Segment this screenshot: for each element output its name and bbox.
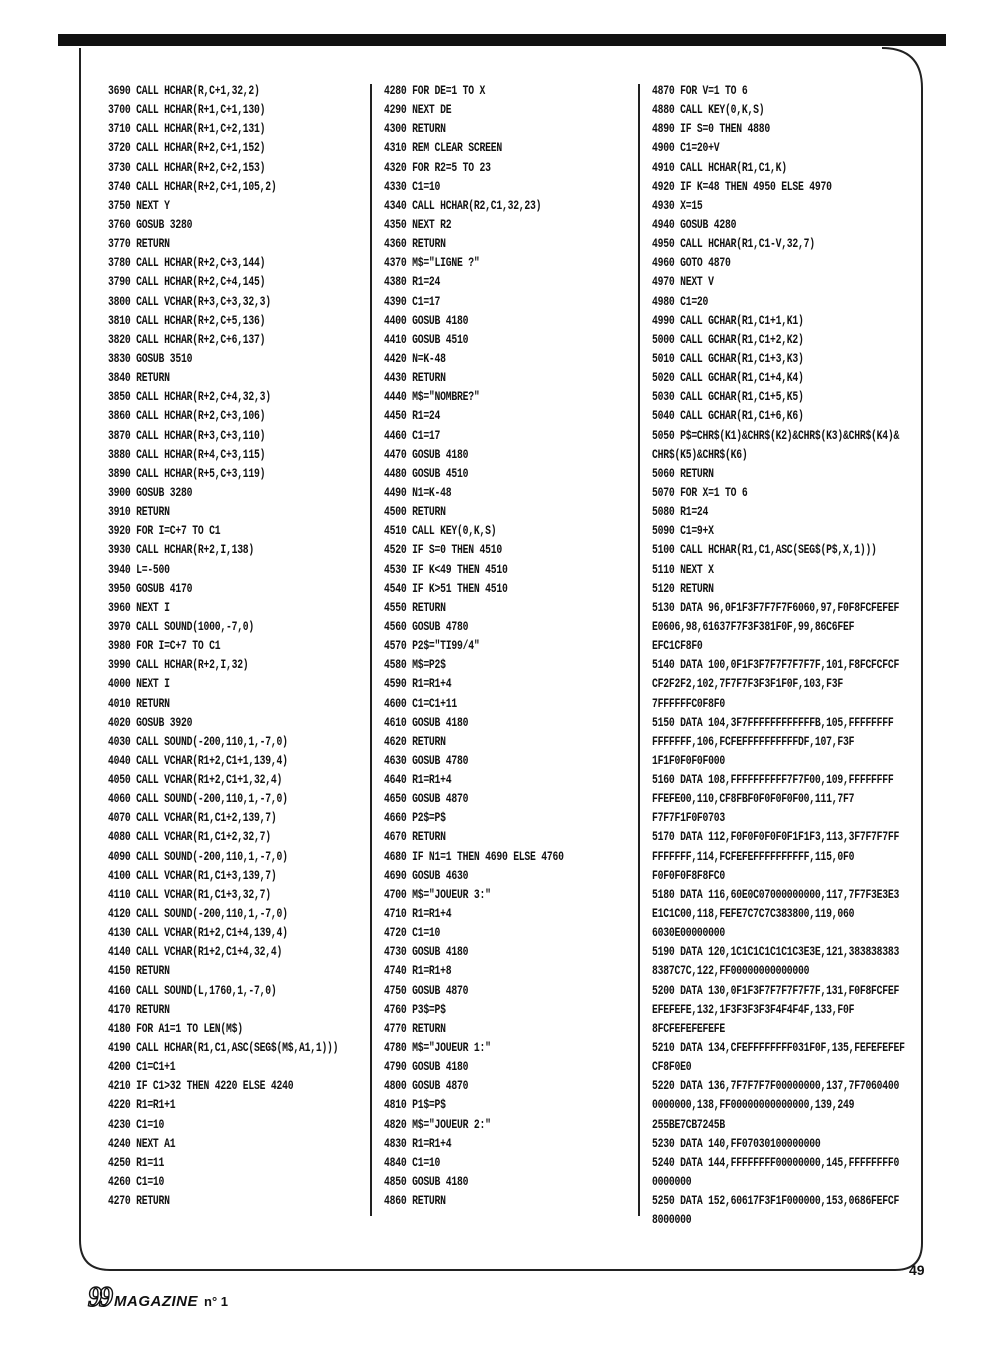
code-line: 4510 CALL KEY(0,K,S): [384, 524, 497, 539]
code-line: 4450 R1=24: [384, 409, 441, 424]
code-line: 3700 CALL HCHAR(R+1,C+1,130): [108, 103, 266, 118]
code-line: 4090 CALL SOUND(-200,110,1,-7,0): [108, 849, 288, 864]
code-line: 4580 M$=P2$: [384, 658, 446, 673]
code-line: EFC1CF8F0: [652, 639, 703, 654]
code-line: 4680 IF N1=1 THEN 4690 ELSE 4760: [384, 849, 564, 864]
code-line: 3890 CALL HCHAR(R+5,C+3,119): [108, 466, 266, 481]
code-line: 4940 GOSUB 4280: [652, 217, 737, 232]
code-line: 5080 R1=24: [652, 505, 709, 520]
code-line: CF8F0E0: [652, 1060, 692, 1075]
code-line: 4070 CALL VCHAR(R1,C1+2,139,7): [108, 811, 277, 826]
code-line: 4330 C1=10: [384, 179, 441, 194]
code-line: 4700 M$="JOUEUR 3:": [384, 887, 491, 902]
code-line: 5060 RETURN: [652, 466, 714, 481]
code-line: 3820 CALL HCHAR(R+2,C+6,137): [108, 332, 266, 347]
code-line: 4990 CALL GCHAR(R1,C1+1,K1): [652, 313, 804, 328]
code-line: 3910 RETURN: [108, 505, 170, 520]
code-line: 5030 CALL GCHAR(R1,C1+5,K5): [652, 390, 804, 405]
code-line: 5150 DATA 104,3F7FFFFFFFFFFFFB,105,FFFFFFFF: [652, 715, 894, 730]
code-line: 4040 CALL VCHAR(R1+2,C1+1,139,4): [108, 753, 288, 768]
code-line: 1F1F0F0F0F000: [652, 753, 726, 768]
code-line: 5100 CALL HCHAR(R1,C1,ASC(SEG$(P$,X,1))): [652, 543, 877, 558]
code-line: CHR$(K5)&CHR$(K6): [652, 447, 748, 462]
code-line: 4900 C1=20+V: [652, 141, 720, 156]
code-line: 4110 CALL VCHAR(R1,C1+3,32,7): [108, 887, 271, 902]
code-line: 3920 FOR I=C+7 TO C1: [108, 524, 221, 539]
code-line: 3710 CALL HCHAR(R+1,C+2,131): [108, 122, 266, 137]
code-line: 4540 IF K>51 THEN 4510: [384, 581, 508, 596]
code-line: 4440 M$="NOMBRE?": [384, 390, 480, 405]
code-line: 4950 CALL HCHAR(R1,C1-V,32,7): [652, 237, 815, 252]
code-line: 3740 CALL HCHAR(R+2,C+1,105,2): [108, 179, 277, 194]
code-line: 3850 CALL HCHAR(R+2,C+4,32,3): [108, 390, 271, 405]
code-line: 7FFFFFFC0F8F0: [652, 696, 726, 711]
code-line: 4220 R1=R1+1: [108, 1098, 176, 1113]
code-line: 4130 CALL VCHAR(R1+2,C1+4,139,4): [108, 926, 288, 941]
code-line: 4210 IF C1>32 THEN 4220 ELSE 4240: [108, 1079, 294, 1094]
code-line: 4310 REM CLEAR SCREEN: [384, 141, 502, 156]
code-line: 3780 CALL HCHAR(R+2,C+3,144): [108, 256, 266, 271]
code-line: 4630 GOSUB 4780: [384, 753, 469, 768]
code-line: 3960 NEXT I: [108, 600, 170, 615]
code-line: 5140 DATA 100,0F1F3F7F7F7F7F7F,101,F8FCFCFCF: [652, 658, 900, 673]
code-line: 4980 C1=20: [652, 294, 709, 309]
code-line: 4050 CALL VCHAR(R1+2,C1+1,32,4): [108, 773, 283, 788]
code-line: 4360 RETURN: [384, 237, 446, 252]
code-line: 5090 C1=9+X: [652, 524, 714, 539]
code-line: 0000000: [652, 1175, 692, 1190]
code-line: 4030 CALL SOUND(-200,110,1,-7,0): [108, 734, 288, 749]
code-line: 4500 RETURN: [384, 505, 446, 520]
code-line: 5160 DATA 108,FFFFFFFFFF7F7F00,109,FFFFFFFF: [652, 773, 894, 788]
top-rule: [58, 34, 946, 46]
code-line: 4610 GOSUB 4180: [384, 715, 469, 730]
code-line: 3770 RETURN: [108, 237, 170, 252]
code-line: 4590 R1=R1+4: [384, 677, 452, 692]
code-line: 4690 GOSUB 4630: [384, 868, 469, 883]
code-line: 5020 CALL GCHAR(R1,C1+4,K4): [652, 371, 804, 386]
code-line: 3720 CALL HCHAR(R+2,C+1,152): [108, 141, 266, 156]
code-line: 4100 CALL VCHAR(R1,C1+3,139,7): [108, 868, 277, 883]
code-line: 4550 RETURN: [384, 600, 446, 615]
code-line: 4600 C1=C1+11: [384, 696, 458, 711]
code-line: 4620 RETURN: [384, 734, 446, 749]
code-line: FFFFFFF,114,FCFEFEFFFFFFFFFF,115,0F0: [652, 849, 855, 864]
code-line: 4810 P1$=P$: [384, 1098, 446, 1113]
code-line: 4280 FOR DE=1 TO X: [384, 84, 486, 98]
code-line: 4920 IF K=48 THEN 4950 ELSE 4970: [652, 179, 832, 194]
code-line: F7F7F1F0F0703: [652, 811, 726, 826]
code-line: 4320 FOR R2=5 TO 23: [384, 160, 491, 175]
code-line: 5070 FOR X=1 TO 6: [652, 485, 748, 500]
code-line: 4520 IF S=0 THEN 4510: [384, 543, 502, 558]
code-line: 3810 CALL HCHAR(R+2,C+5,136): [108, 313, 266, 328]
code-line: 4170 RETURN: [108, 1002, 170, 1017]
code-line: FFEFE00,110,CF8FBF0F0F0F0F00,111,7F7: [652, 792, 855, 807]
code-line: 4870 FOR V=1 TO 6: [652, 84, 748, 98]
code-line: 5040 CALL GCHAR(R1,C1+6,K6): [652, 409, 804, 424]
page-number: 49: [909, 1262, 925, 1278]
code-line: 4370 M$="LIGNE ?": [384, 256, 480, 271]
code-line: 4820 M$="JOUEUR 2:": [384, 1117, 491, 1132]
code-line: 4660 P2$=P$: [384, 811, 446, 826]
code-line: 4730 GOSUB 4180: [384, 945, 469, 960]
code-line: 4150 RETURN: [108, 964, 170, 979]
code-line: CF2F2F2,102,7F7F7F3F3F1F0F,103,F3F: [652, 677, 843, 692]
code-line: 3800 CALL VCHAR(R+3,C+3,32,3): [108, 294, 271, 309]
code-line: 8387C7C,122,FF00000000000000: [652, 964, 810, 979]
logo-text: MAGAZINE: [114, 1293, 198, 1310]
code-column-2: [384, 82, 564, 1211]
code-line: 4760 P3$=P$: [384, 1002, 446, 1017]
code-line: 4830 R1=R1+4: [384, 1136, 452, 1151]
code-line: 3880 CALL HCHAR(R+4,C+3,115): [108, 447, 266, 462]
code-line: 4720 C1=10: [384, 926, 441, 941]
code-line: 4570 P2$="TI99/4": [384, 639, 480, 654]
code-line: 4740 R1=R1+8: [384, 964, 452, 979]
code-line: 4960 GOTO 4870: [652, 256, 731, 271]
code-line: 4120 CALL SOUND(-200,110,1,-7,0): [108, 907, 288, 922]
code-column-1: [108, 82, 338, 1211]
code-line: 4420 N=K-48: [384, 351, 446, 366]
code-line: 4060 CALL SOUND(-200,110,1,-7,0): [108, 792, 288, 807]
code-line: 4470 GOSUB 4180: [384, 447, 469, 462]
code-line: 5250 DATA 152,60617F3F1F000000,153,0686FEFCF: [652, 1194, 900, 1209]
code-line: 4340 CALL HCHAR(R2,C1,32,23): [384, 198, 542, 213]
code-line: 5010 CALL GCHAR(R1,C1+3,K3): [652, 351, 804, 366]
code-line: 4650 GOSUB 4870: [384, 792, 469, 807]
column-divider-2: [638, 84, 640, 1216]
code-line: E0606,98,61637F7F3F381F0F,99,86C6FEF: [652, 619, 855, 634]
code-line: 4790 GOSUB 4180: [384, 1060, 469, 1075]
code-line: 5130 DATA 96,0F1F3F7F7F7F6060,97,F0F8FCFEFEF: [652, 600, 900, 615]
code-line: 3970 CALL SOUND(1000,-7,0): [108, 619, 255, 634]
code-line: 4250 R1=11: [108, 1155, 165, 1170]
code-line: 5240 DATA 144,FFFFFFFF00000000,145,FFFFFFFF0: [652, 1155, 900, 1170]
code-line: 3830 GOSUB 3510: [108, 351, 193, 366]
code-line: 5230 DATA 140,FF07030100000000: [652, 1136, 821, 1151]
code-line: 4180 FOR A1=1 TO LEN(M$): [108, 1021, 243, 1036]
code-line: 5000 CALL GCHAR(R1,C1+2,K2): [652, 332, 804, 347]
code-line: 4190 CALL HCHAR(R1,C1,ASC(SEG$(M$,A1,1))): [108, 1041, 339, 1056]
code-line: 4430 RETURN: [384, 371, 446, 386]
code-line: 4260 C1=10: [108, 1175, 165, 1190]
code-line: 4800 GOSUB 4870: [384, 1079, 469, 1094]
column-divider-1: [370, 84, 372, 1216]
code-line: F0F0F0F8F8FC0: [652, 868, 726, 883]
code-line: 4410 GOSUB 4510: [384, 332, 469, 347]
code-line: 3750 NEXT Y: [108, 198, 170, 213]
code-line: 4490 N1=K-48: [384, 485, 452, 500]
code-line: 3860 CALL HCHAR(R+2,C+3,106): [108, 409, 266, 424]
code-line: 4200 C1=C1+1: [108, 1060, 176, 1075]
code-line: 4560 GOSUB 4780: [384, 619, 469, 634]
code-line: 5210 DATA 134,CFEFFFFFFFF031F0F,135,FEFEFEFEF: [652, 1041, 905, 1056]
code-line: 255BE7CB7245B: [652, 1117, 726, 1132]
code-line: 4460 C1=17: [384, 428, 441, 443]
code-line: 5120 RETURN: [652, 581, 714, 596]
code-line: 3900 GOSUB 3280: [108, 485, 193, 500]
code-line: 3930 CALL HCHAR(R+2,I,138): [108, 543, 255, 558]
code-line: 4890 IF S=0 THEN 4880: [652, 122, 770, 137]
code-line: 4000 NEXT I: [108, 677, 170, 692]
code-line: 8FCFEFEFEFEFE: [652, 1021, 726, 1036]
code-line: 4010 RETURN: [108, 696, 170, 711]
code-line: FFFFFFF,106,FCFEFFFFFFFFFFDF,107,F3F: [652, 734, 855, 749]
code-line: 5200 DATA 130,0F1F3F7F7F7F7F7F,131,F0F8FCFEF: [652, 983, 900, 998]
code-line: 3760 GOSUB 3280: [108, 217, 193, 232]
code-line: 4390 C1=17: [384, 294, 441, 309]
code-line: 4930 X=15: [652, 198, 703, 213]
code-column-3: [652, 82, 905, 1230]
code-line: 3990 CALL HCHAR(R+2,I,32): [108, 658, 249, 673]
code-line: 4770 RETURN: [384, 1021, 446, 1036]
code-line: 4240 NEXT A1: [108, 1136, 176, 1151]
code-line: 5220 DATA 136,7F7F7F7F00000000,137,7F7060400: [652, 1079, 900, 1094]
code-line: 4840 C1=10: [384, 1155, 441, 1170]
code-line: 4020 GOSUB 3920: [108, 715, 193, 730]
code-line: 4270 RETURN: [108, 1194, 170, 1209]
code-line: 4670 RETURN: [384, 830, 446, 845]
code-line: 4480 GOSUB 4510: [384, 466, 469, 481]
code-line: 0000000,138,FF00000000000000,139,249: [652, 1098, 855, 1113]
code-line: 4970 NEXT V: [652, 275, 714, 290]
magazine-logo: [88, 1282, 228, 1314]
code-line: 4080 CALL VCHAR(R1,C1+2,32,7): [108, 830, 271, 845]
code-line: 8000000: [652, 1213, 692, 1228]
code-line: 4400 GOSUB 4180: [384, 313, 469, 328]
code-line: 3730 CALL HCHAR(R+2,C+2,153): [108, 160, 266, 175]
code-line: 4750 GOSUB 4870: [384, 983, 469, 998]
code-line: 4910 CALL HCHAR(R1,C1,K): [652, 160, 787, 175]
code-line: 4300 RETURN: [384, 122, 446, 137]
code-line: 3690 CALL HCHAR(R,C+1,32,2): [108, 84, 260, 98]
code-line: 3840 RETURN: [108, 371, 170, 386]
code-line: 3940 L=-500: [108, 562, 170, 577]
code-line: 4880 CALL KEY(0,K,S): [652, 103, 765, 118]
code-line: 4860 RETURN: [384, 1194, 446, 1209]
code-line: 4710 R1=R1+4: [384, 907, 452, 922]
code-line: 3790 CALL HCHAR(R+2,C+4,145): [108, 275, 266, 290]
code-line: 3980 FOR I=C+7 TO C1: [108, 639, 221, 654]
code-line: 4380 R1=24: [384, 275, 441, 290]
code-line: 5170 DATA 112,F0F0F0F0F0F1F1F3,113,3F7F7F7FF: [652, 830, 900, 845]
code-line: E1C1C00,118,FEFE7C7C7C383800,119,060: [652, 907, 855, 922]
code-line: 5050 P$=CHR$(K1)&CHR$(K2)&CHR$(K3)&CHR$(K4)&: [652, 428, 900, 443]
code-line: 4160 CALL SOUND(L,1760,1,-7,0): [108, 983, 277, 998]
code-line: 3950 GOSUB 4170: [108, 581, 193, 596]
code-line: 4290 NEXT DE: [384, 103, 452, 118]
code-line: 4780 M$="JOUEUR 1:": [384, 1041, 491, 1056]
code-line: 5110 NEXT X: [652, 562, 714, 577]
code-line: EFEFEFE,132,1F3F3F3F3F4F4F4F,133,F0F: [652, 1002, 855, 1017]
code-line: 5190 DATA 120,1C1C1C1C1C1C3E3E,121,383838383: [652, 945, 900, 960]
code-line: 3870 CALL HCHAR(R+3,C+3,110): [108, 428, 266, 443]
code-line: 4850 GOSUB 4180: [384, 1175, 469, 1190]
code-line: 4230 C1=10: [108, 1117, 165, 1132]
code-line: 4640 R1=R1+4: [384, 773, 452, 788]
code-line: 4140 CALL VCHAR(R1+2,C1+4,32,4): [108, 945, 283, 960]
code-line: 6030E00000000: [652, 926, 726, 941]
code-line: 4350 NEXT R2: [384, 217, 452, 232]
code-line: 4530 IF K<49 THEN 4510: [384, 562, 508, 577]
code-line: 5180 DATA 116,60E0C07000000000,117,7F7F3E3E3: [652, 887, 900, 902]
issue-number: n° 1: [204, 1294, 228, 1309]
logo-number: 99: [88, 1282, 110, 1313]
